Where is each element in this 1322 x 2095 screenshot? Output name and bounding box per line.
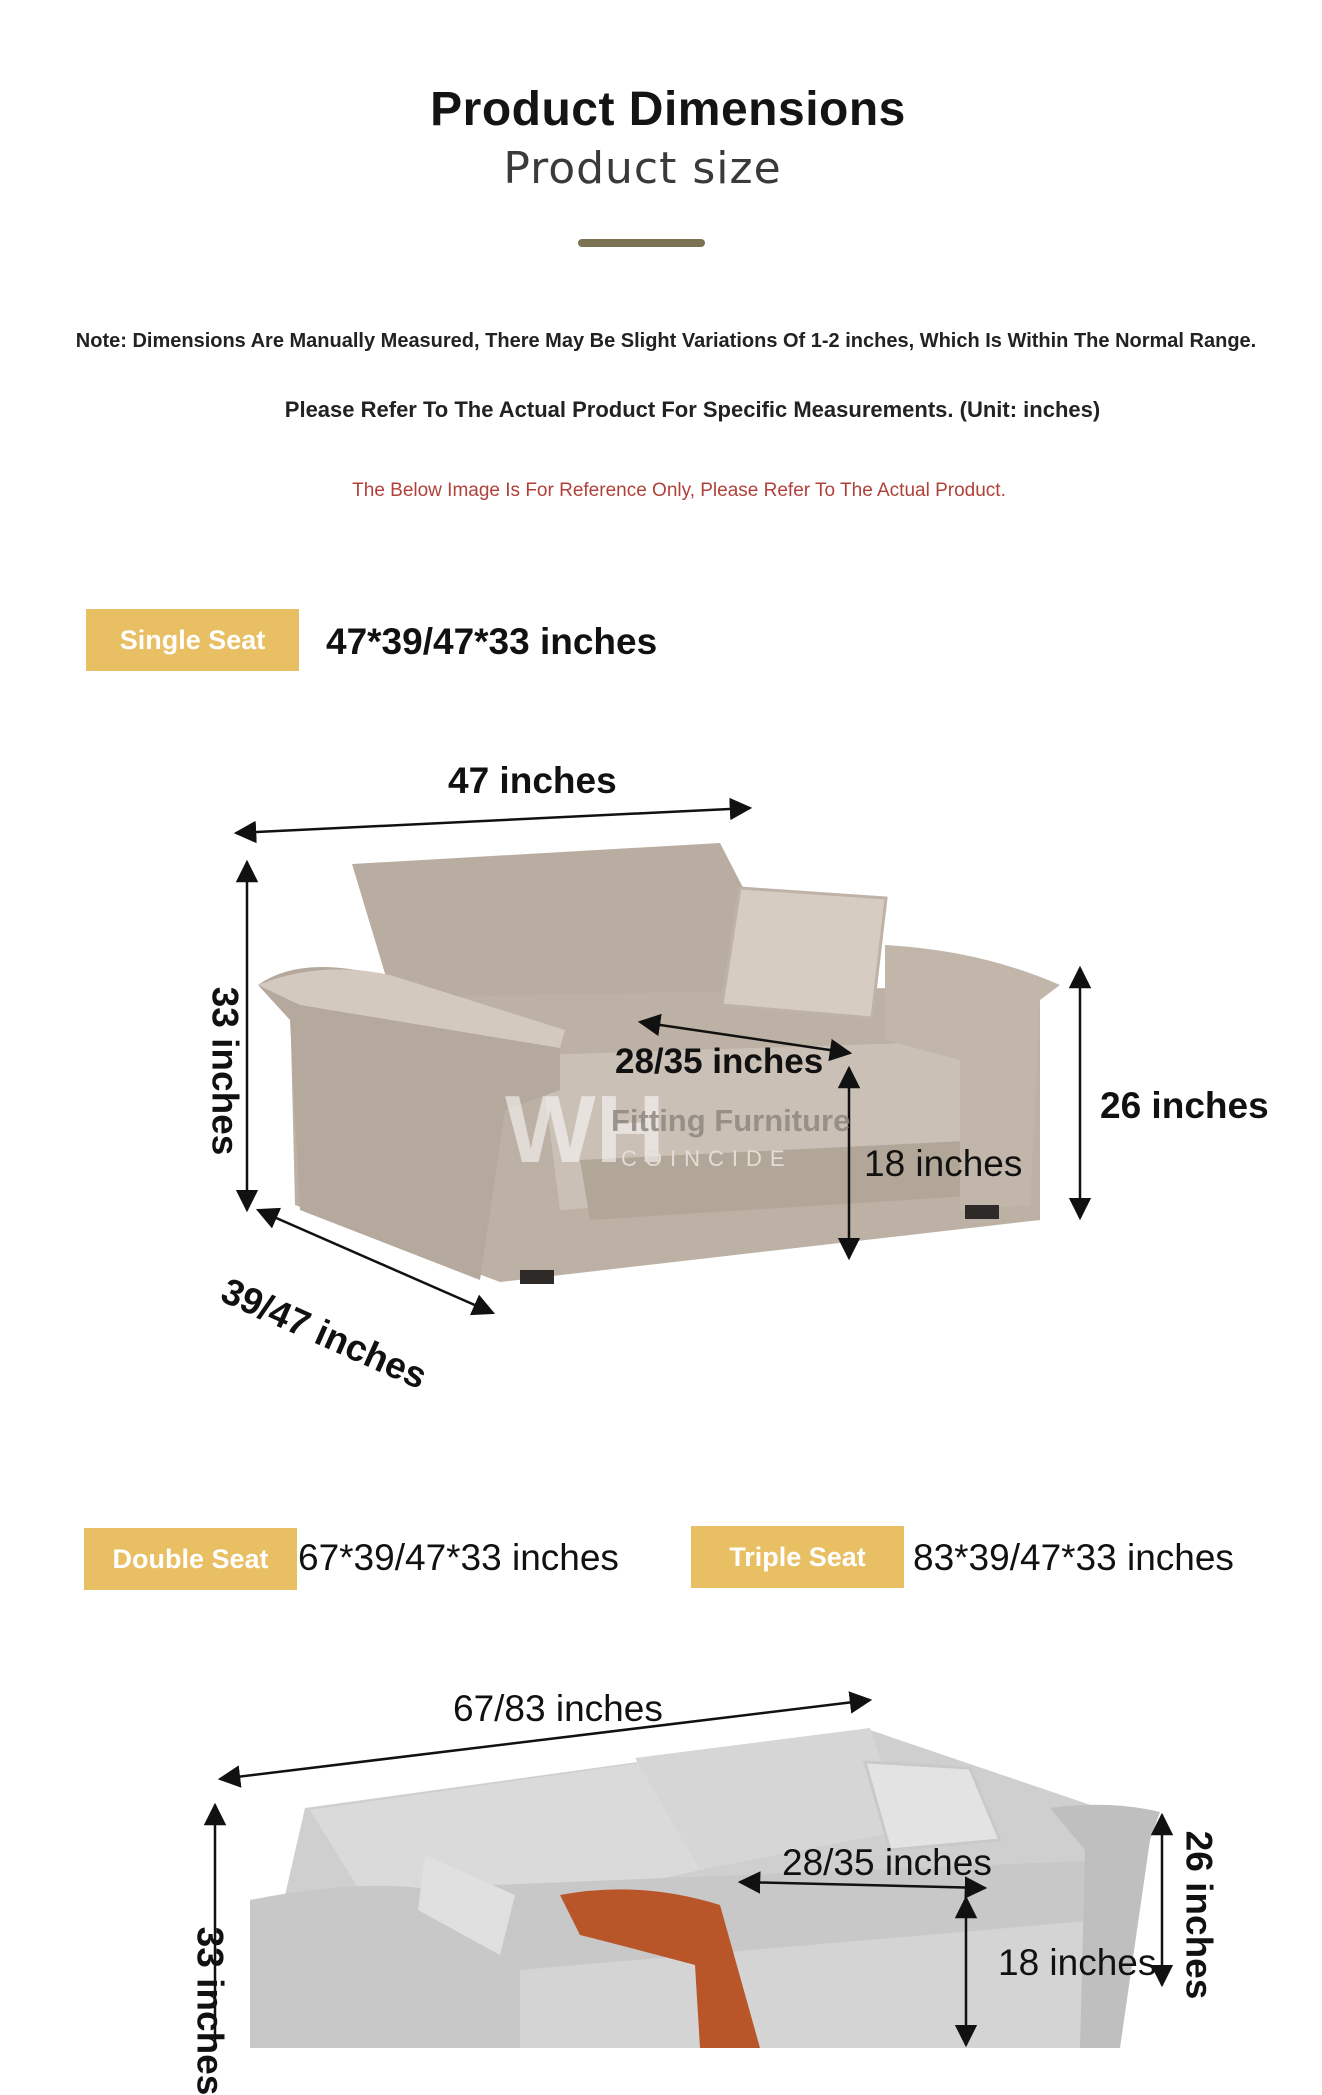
- multi-seat-depth-label: 28/35 inches: [782, 1842, 992, 1883]
- multi-sofa-shape: [250, 1728, 1160, 2048]
- single-seat-height-label: 18 inches: [864, 1143, 1023, 1184]
- unit-note: Please Refer To The Actual Product For Specific Measurements. (Unit: inches): [284, 397, 1101, 422]
- single-depth-label: 39/47 inches: [215, 1270, 434, 1397]
- watermark-tagline: COINCIDE: [621, 1146, 793, 1171]
- multi-height-label: 33 inches: [189, 1926, 231, 2095]
- single-arm-height-label: 26 inches: [1100, 1085, 1269, 1126]
- watermark-brand: Fitting Furniture: [611, 1103, 851, 1138]
- single-seat-size: 47*39/47*33 inches: [326, 621, 658, 662]
- single-height-label: 33 inches: [204, 986, 246, 1156]
- double-seat-tag: Double Seat: [84, 1528, 297, 1590]
- watermark-mark: WH: [505, 1076, 665, 1183]
- page-subtitle: Product size: [503, 143, 782, 194]
- triple-seat-size: 83*39/47*33 inches: [913, 1537, 1234, 1578]
- multi-seat-height-label: 18 inches: [998, 1942, 1157, 1983]
- page-title: Product Dimensions: [430, 83, 906, 136]
- multi-arm-height-label: 26 inches: [1178, 1830, 1220, 2000]
- triple-seat-tag: Triple Seat: [691, 1526, 904, 1588]
- single-seat-tag: Single Seat: [86, 609, 299, 671]
- reference-disclaimer: The Below Image Is For Reference Only, Please Refer To The Actual Product.: [352, 480, 1006, 501]
- single-seat-depth-label: 28/35 inches: [615, 1042, 824, 1081]
- multi-width-label: 67/83 inches: [453, 1688, 663, 1729]
- double-seat-size: 67*39/47*33 inches: [298, 1537, 619, 1578]
- single-width-label: 47 inches: [448, 760, 617, 801]
- measurement-note: Note: Dimensions Are Manually Measured, There May Be Slight Variations Of 1-2 inches, Which Is Within The Normal Range.: [75, 330, 1257, 352]
